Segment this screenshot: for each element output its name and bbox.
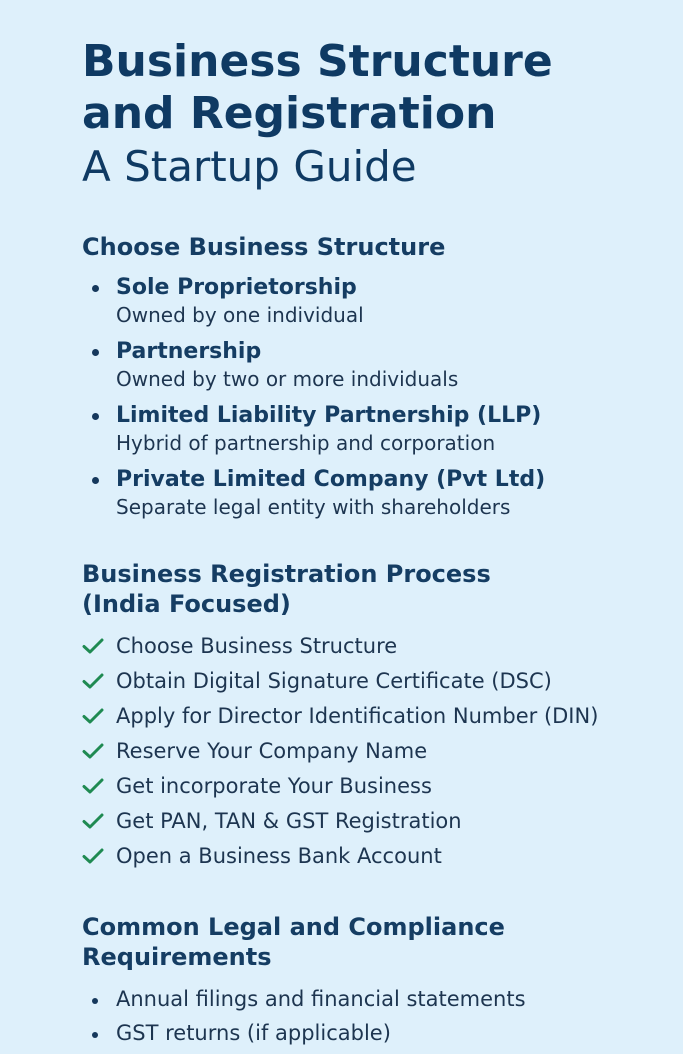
- registration-step: [82, 738, 643, 773]
- registration-heading: [82, 559, 643, 619]
- bullet-dot-icon: [92, 285, 99, 292]
- registration-heading-line-2: (India Focused): [82, 590, 291, 618]
- page-title: [82, 36, 643, 140]
- title-line-2: and Registration: [82, 88, 497, 139]
- registration-step: [82, 668, 643, 703]
- structure-item-desc: Separate legal entity with shareholders: [116, 495, 511, 519]
- compliance-item: [82, 1020, 643, 1054]
- structure-list: [82, 274, 643, 521]
- compliance-list: [82, 986, 643, 1054]
- structure-item-title: Partnership: [116, 339, 262, 364]
- bullet-dot-icon: [92, 413, 99, 420]
- compliance-item-label: GST returns (if applicable): [116, 1021, 391, 1045]
- registration-step-label: Apply for Director Identification Number (DIN): [116, 704, 599, 728]
- checkmark-icon: [82, 742, 104, 760]
- compliance-item-label: Annual filings and financial statements: [116, 987, 526, 1011]
- structure-item-title: Sole Proprietorship: [116, 275, 357, 300]
- registration-heading-line-1: Business Registration Process: [82, 560, 491, 588]
- compliance-heading-line-1: Common Legal and Compliance: [82, 913, 505, 941]
- bullet-dot-icon: [92, 1032, 98, 1038]
- registration-step-label: Reserve Your Company Name: [116, 739, 428, 763]
- registration-step-label: Get PAN, TAN & GST Registration: [116, 809, 462, 833]
- registration-step-label: Open a Business Bank Account: [116, 844, 442, 868]
- registration-step-label: Choose Business Structure: [116, 634, 398, 658]
- structure-item: [82, 338, 643, 393]
- structure-item: [82, 466, 643, 521]
- registration-step: [82, 703, 643, 738]
- registration-step: [82, 808, 643, 843]
- structure-item: [82, 402, 643, 457]
- compliance-heading-line-2: Requirements: [82, 943, 272, 971]
- checkmark-icon: [82, 672, 104, 690]
- structure-item-desc: Hybrid of partnership and corporation: [116, 431, 496, 455]
- bullet-dot-icon: [92, 349, 99, 356]
- checkmark-icon: [82, 847, 104, 865]
- title-line-1: Business Structure: [82, 36, 553, 87]
- page-subtitle: A Startup Guide: [82, 142, 417, 191]
- structure-heading: Choose Business Structure: [82, 233, 446, 261]
- registration-step-label: Get incorporate Your Business: [116, 774, 432, 798]
- registration-step: [82, 773, 643, 808]
- bullet-dot-icon: [92, 998, 98, 1004]
- registration-step: [82, 843, 643, 878]
- bullet-dot-icon: [92, 477, 99, 484]
- structure-item: [82, 274, 643, 329]
- checkmark-icon: [82, 637, 104, 655]
- structure-item-desc: Owned by two or more individuals: [116, 367, 459, 391]
- compliance-item: [82, 986, 643, 1020]
- structure-item-title: Limited Liability Partnership (LLP): [116, 403, 542, 428]
- registration-step-label: Obtain Digital Signature Certificate (DSC): [116, 669, 552, 693]
- registration-steps: [82, 633, 643, 878]
- structure-item-desc: Owned by one individual: [116, 303, 364, 327]
- registration-step: [82, 633, 643, 668]
- structure-item-title: Private Limited Company (Pvt Ltd): [116, 467, 546, 492]
- compliance-heading: [82, 912, 643, 972]
- checkmark-icon: [82, 707, 104, 725]
- checkmark-icon: [82, 812, 104, 830]
- checkmark-icon: [82, 777, 104, 795]
